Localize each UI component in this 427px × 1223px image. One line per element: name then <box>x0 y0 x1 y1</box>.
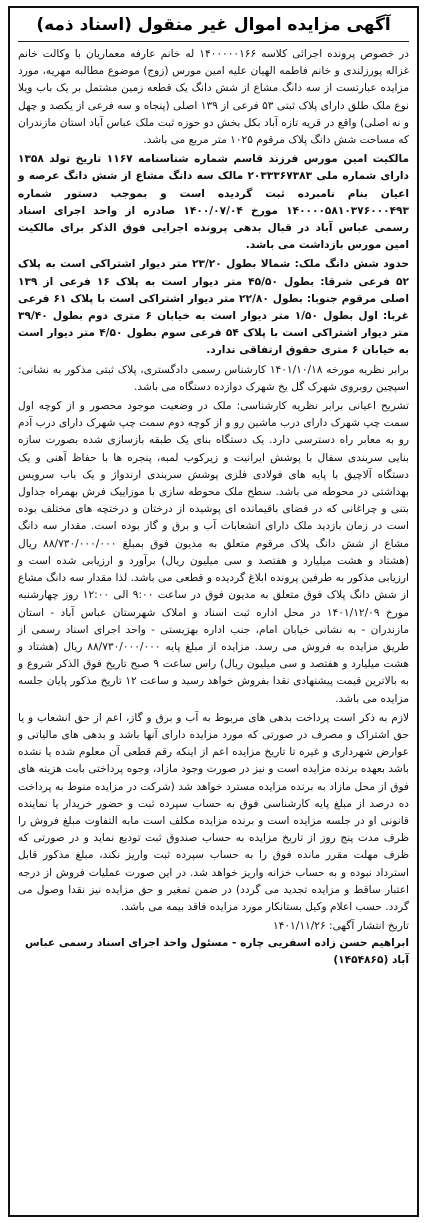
signature: ابراهیم حسن زاده اسفریی چاره - مسئول واحد اجرای اسناد رسمی عباس آباد (۱۴۵۴۸۶۵) <box>24 937 409 967</box>
paragraph-property-description: تشریح اعیانی برابر نظریه کارشناسی: ملک در وضعیت موجود محصور و از کوچه اول سمت چپ شهرک دارای درب ماشین رو و از کوچه دوم سمت چپ شهرک دارای درب آدم رو به معابر راه دسترسی دارد. یک دستگاه بنای یک طبقه بازسازی شده بصورت سازه بنایی سربندی سفال با پوشش ایرانیت و زیرکوب لمبه، پنجره ها با حفاظ آهنی و یک دستگاه آلاچیق با پایه های فولادی فلزی پوشش سربندی ارندواژ و یک باب سرویس بهداشتی در محوطه می باشد. سطح ملک محوطه سازی با موزاییک فرش بهمراه جداول بتنی و چراغانی که در فضای باقیمانده ای پوشیده از درختان و درختچه های مختلف بوده است در زمان بازدید ملک دارای انشعابات آب و برق و گاز بوده است. مقدار سه دانگ مشاع از شش دانگ پلاک مرقوم متعلق به مدیون فوق بمبلغ ۸۸/۷۳۰/۰۰۰/۰۰۰ ریال (هشتاد و هشت میلیارد و هفتصد و سی میلیون ریال) برآورد و ارزیابی شده است و ارزیابی مذکور به طرفین پرونده ابلاغ گردیده و قطعی می باشد. لذا مقدار سه دانگ مشاع از شش دانگ پلاک فوق متعلق به مدیون فوق در ساعت ۹:۰۰ الی ۱۲:۰۰ روز چهارشنبه مورخ ۱۴۰۱/۱۲/۰۹ در محل اداره ثبت اسناد و املاک شهرستان عباس آباد - استان مازندران - به نشانی خیابان امام، جنب اداره بهزیستی - واحد اجرای اسناد رسمی از طریق مزایده به فروش می رسد. مزایده از مبلغ پایه ۸۸/۷۳۰/۰۰۰/۰۰۰ ریال (هشتاد و هشت میلیارد و هفتصد و سی میلیون ریال) راس ساعت ۹ صبح تاریخ فوق الذکر شروع و به بالاترین قیمت پیشنهادی نقدا بفروش خواهد رسید و ساعت ۱۲ تاریخ مذکور پایان جلسه مزایده می باشد. <box>18 400 409 705</box>
paragraph-expert-address: برابر نظریه مورخه ۱۴۰۱/۱۰/۱۸ کارشناس رسمی دادگستری، پلاک ثبتی مذکور به نشانی: اسپچین روبروی شهرک گل یخ شهرک دوازده دستگاه می باشد. <box>18 363 409 393</box>
publish-date: تاریخ انتشار آگهی: ۱۴۰۱/۱۱/۲۶ <box>272 920 409 933</box>
paragraph-ownership: مالکیت امین مورس فرزند قاسم شماره شناسنامه ۱۱۶۷ تاریخ تولد ۱۳۵۸ دارای شماره ملی ۲۰۳۳۳۶۷۳۸۳ مالک سه دانگ مشاع از شش دانگ عرصه و اعیان بنام نامبرده ثبت گردیده است و بموجب دستور شماره ۱۴۰۰۰۰۵۸۱۰۳۷۶۰۰۰۴۹۳ مورخ ۱۴۰۰/۰۷/۰۴ صادره از واحد اجرای اسناد رسمی عباس آباد در قبال بدهی پرونده اجرایی فوق الذکر برای مالکیت امین مورس بازداشت می باشد. <box>18 153 409 252</box>
paragraph-case-subject: در خصوص پرونده اجرائی کلاسه ۱۴۰۰۰۰۰۱۶۶ له خانم عارفه معماریان با وکالت خانم غزاله پورزلندی و خانم فاطمه الهیان علیه امین مورس (زوج) موضوع مطالبه مهریه، مورد مزایده عبارتست از سه دانگ مشاع از شش دانگ یک قطعه زمین مشتمل بر یک باب ویلا نوع ملک طلق دارای پلاک ثبتی ۵۳ فرعی از ۱۳۹ اصلی (پنجاه و سه فرعی از یکصد و چهل و نه اصلی) واقع در قریه تازه آباد بکل بخش دو حوزه ثبت ملک عباس آباد استان مازندران که مساحت شش دانگ پلاک مرقوم ۱۰۲۵ متر مربع می باشد. <box>18 48 409 147</box>
notice-footer <box>18 918 409 969</box>
paragraph-conditions: لازم به ذکر است پرداخت بدهی های مربوط به آب و برق و گاز، اعم از حق انشعاب و یا حق اشتراک و مصرف در صورتی که مورد مزایده دارای آنها باشد و بدهی های مالیاتی و عوارض شهرداری و غیره تا تاریخ مزایده اعم از اینکه رقم قطعی آن معلوم شده یا نشده باشد بعهده برنده مزایده است و نیز در صورت وجود مازاد، وجوه پرداختی بابت هزینه های فوق از محل مازاد به برنده مزایده مسترد خواهد شد (شرکت در مزایده منوط به پرداخت ده درصد از مبلغ پایه کارشناسی فوق به حساب سپرده ثبت و حضور خریدار یا نماینده قانونی او در جلسه مزایده است و برنده مزایده مکلف است مابه التفاوت مبلغ فروش را ظرف مدت پنج روز از تاریخ مزایده به حساب صندوق ثبت تودیع نماید و در صورتی که ظرف مهلت مقرر مانده فوق را به حساب سپرده ثبت واریز نکند، مبلغ مذکور قابل استرداد نبوده و به حساب خزانه واریز خواهد شد. در این صورت عملیات فروش از درجه اعتبار ساقط و مزایده تجدید می گردد) در ضمن تمغیر و حق مزایده نیز نقدا وصول می گردد. حسب اعلام وکیل بستانکار مورد مزایده فاقد بیمه می باشد. <box>18 711 409 913</box>
notice-frame <box>8 6 419 1217</box>
paragraph-boundaries: حدود شش دانگ ملک: شمالا بطول ۲۳/۲۰ متر دیوار اشتراکی است به پلاک ۵۲ فرعی شرقا: بطول ۴۵/۵۰ متر دیوار است به پلاک ۱۶ فرعی از ۱۳۹ اصلی مرقوم جنوبا: بطول ۲۲/۸۰ متر دیوار اشتراکی است با پلاک ۶۱ فرعی غربا: اول بطول ۱/۵۰ متر دیوار است به خیابان ۶ متری دوم بطول ۳۹/۴۰ متر دیوار اشتراکی است با پلاک ۵۴ فرعی سوم بطول ۴/۵۰ متر دیوار است به خیابان ۶ متری حقوق ارتفاقی ندارد. <box>18 258 410 357</box>
notice-title: آگهی مزایده اموال غیر منقول (اسناد ذمه) <box>18 12 409 42</box>
